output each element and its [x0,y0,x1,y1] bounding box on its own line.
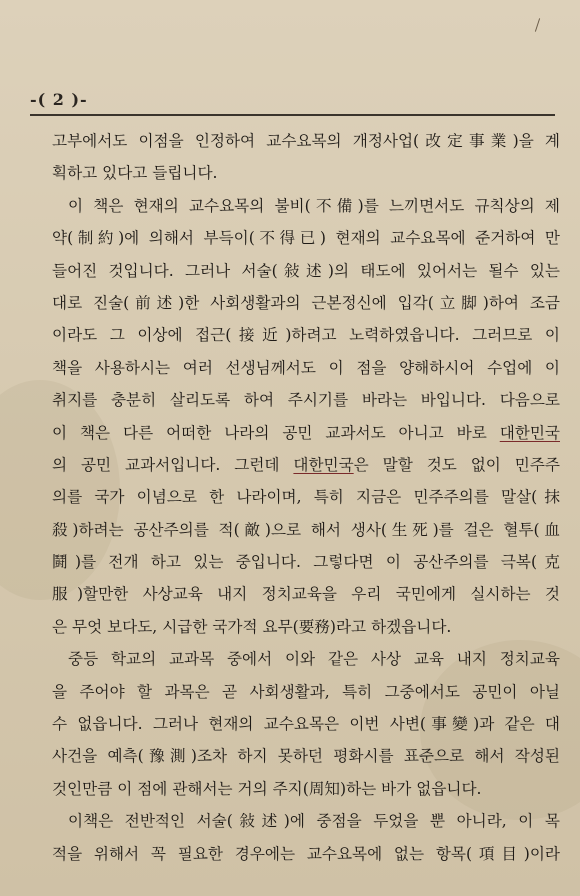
text-line: 이 책은 현재의 교수요목의 불비(不備)를 느끼면서도 규칙상의 제 [68,196,560,215]
text-line: 수 없읍니다. 그러나 현재의 교수요목은 이번 사변(事變)과 같은 대 [52,715,560,734]
text-line: 고부에서도 이점을 인정하여 교수요목의 개정사업(改定事業)을 계 [52,132,560,150]
text-line: 이라도 그 이상에 접근(接近)하려고 노력하였읍니다. 그러므로 이 [52,326,560,345]
text-line: 것인만큼 이 점에 관해서는 거의 주지(周知)하는 바가 없읍니다. [52,779,482,798]
text-line: 이 책은 다른 어떠한 나라의 공민 교과서도 아니고 바로 대한민국 [52,423,560,442]
text-line: 服)할만한 사상교육 내지 정치교육을 우리 국민에게 실시하는 것 [52,585,560,604]
text-line: 취지를 충분히 살리도록 하여 주시기를 바라는 바입니다. 다음으로 [52,391,560,410]
text-line: 사건을 예측(豫測)조차 하지 못하던 평화시를 표준으로 해서 작성된 [52,747,560,766]
text-line: 의 공민 교과서입니다. 그런데 대한민국은 말할 것도 없이 민주주 [52,455,560,474]
text-line: 을 주어야 할 과목은 곧 사회생활과, 특히 그중에서도 공민이 아닐 [52,682,560,701]
text-line: 적을 위해서 꼭 필요한 경우에는 교수요목에 없는 항목(項目)이라 [52,844,560,863]
underlined-term: 대한민국 [293,455,354,474]
text-line: 획하고 있다고 들립니다. [52,164,218,183]
text-line: 중등 학교의 교과목 중에서 이와 같은 사상 교육 내지 정치교육 [68,650,560,669]
text-line: 약(制約)에 의해서 부득이(不得已) 현재의 교수요목에 준거하여 만 [52,229,560,248]
text-line: 들어진 것입니다. 그러나 서술(敍述)의 태도에 있어서는 될수 있는 [52,261,560,280]
paper-mark [535,18,540,32]
text-line: 의를 국가 이념으로 한 나라이며, 특히 지금은 민주주의를 말살(抹 [52,488,560,507]
page-header [30,88,550,116]
text-line: 은 무엇 보다도, 시급한 국가적 요무(要務)라고 하겠읍니다. [52,617,452,636]
text-line: 이책은 전반적인 서술(敍述)에 중점을 두었을 뿐 아니라, 이 목 [68,812,560,831]
body-text [52,125,560,870]
underlined-term: 대한민국 [499,423,560,442]
text-line: 殺)하려는 공산주의를 적(敵)으로 해서 생사(生死)를 걸은 혈투(血 [52,520,560,539]
header-rule [30,114,555,116]
text-line: 책을 사용하시는 여러 선생님께서도 이 점을 양해하시어 수업에 이 [52,358,560,377]
text-line: 대로 진술(前述)한 사회생활과의 근본정신에 입각(立脚)하여 조금 [52,293,560,312]
page-number: -( 2 )- [30,90,88,109]
text-line: 鬪)를 전개 하고 있는 중입니다. 그렇다면 이 공산주의를 극복(克 [52,553,560,572]
